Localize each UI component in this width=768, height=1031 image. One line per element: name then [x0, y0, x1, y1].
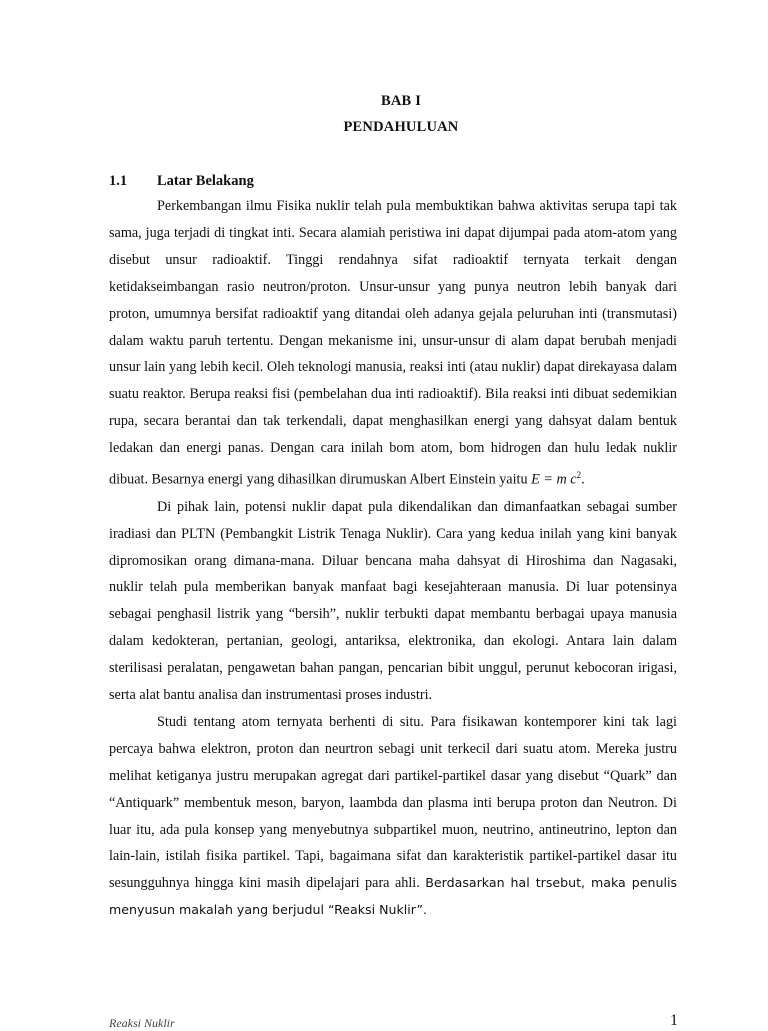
section-number: 1.1: [109, 173, 128, 189]
formula-einstein: E = m c: [531, 471, 577, 488]
page-number: 1: [670, 1012, 678, 1029]
paragraph-3-tail: Berdasarkan hal trsebut, maka penulis menyusun makalah yang berjudul “Reaksi Nuklir”.: [109, 875, 678, 918]
footer-title: Reaksi Nuklir: [109, 1016, 175, 1030]
paragraph-1-text: Perkembangan ilmu Fisika nuklir telah pula membuktikan bahwa aktivitas serupa tapi tak sama, juga terjadi di tingkat inti. Secara alamiah peristiwa ini dapat dijumpai pada atom-atom yang disebut unsur radioaktif. Tinggi rendahnya sifat radioaktif ternyata terkait dengan ketidakseimbangan rasio neutron/proton. Unsur-unsur yang punya neutron lebih banyak dari proton, umumnya bersifat radioaktif yang ditandai oleh adanya gejala peluruhan inti (transmutasi) dalam waktu paruh tertentu. Dengan mekanisme ini, unsur-unsur di alam dapat berubah menjadi unsur lain yang lebih kecil. Oleh teknologi manusia, reaksi inti (atau nuklir) dapat direkayasa dalam suatu reaktor. Berupa reaksi fisi (pembelahan dua inti radioaktif). Bila reaksi inti dibuat sedemikian rupa, secara berantai dan tak terkendali, dapat menghasilkan energi yang dahsyat dalam bentuk ledakan dan energi panas. Dengan cara inilah bom atom, bom hidrogen dan hulu ledak nuklir dibuat. Besarnya energi yang dihasilkan dirumuskan Albert Einstein yaitu: [109, 198, 677, 488]
paragraph-2: Di pihak lain, potensi nuklir dapat pula dikendalikan dan dimanfaatkan sebagai sumber iradiasi dan PLTN (Pembangkit Listrik Tenaga Nuklir). Cara yang kedua inilah yang kini banyak dipromosikan orang dimana-mana. Diluar bencana maha dahsyat di Hiroshima dan Nagasaki, nuklir telah pula memberikan banyak manfaat bagi kesejahteraan manusia. Di luar potensinya sebagai penghasil listrik yang “bersih”, nuklir terbukti dapat membantu berbagai upaya manusia dalam kedokteran, pertanian, geologi, antariksa, elektronika, dan ekologi. Antara lain dalam sterilisasi peralatan, pengawetan bahan pangan, pencarian bibit unggul, perunut kebocoran irigasi, serta alat bantu analisa dan instrumentasi proses industri.: [109, 498, 677, 704]
paragraph-3: [109, 709, 677, 924]
chapter-number: BAB I: [380, 93, 422, 109]
body-text: [109, 193, 677, 924]
formula-exponent: 2: [576, 470, 582, 481]
section-title: Latar Belakang: [157, 173, 254, 189]
paragraph-1: [109, 193, 677, 494]
paragraph-3-text: Studi tentang atom ternyata berhenti di situ. Para fisikawan kontemporer kini tak lagi percaya bahwa elektron, proton dan neurtron sebagi unit terkecil dari suatu atom. Mereka justru melihat ketiganya justru merupakan agregat dari partikel-partikel dasar yang disebut “Quark” dan “Antiquark” membentuk meson, baryon, laambda dan plasma inti berupa proton dan Neutron. Di luar itu, ada pula konsep yang menyebutnya subpartikel muon, neutrino, antineutrino, lepton dan lain-lain, istilah fisika partikel. Tapi, bagaimana sifat dan karakteristik partikel-partikel dasar itu sesungguhnya hingga kini masih dipelajari para ahli.: [109, 713, 677, 892]
chapter-title: PENDAHULUAN: [343, 119, 459, 135]
section-heading: [109, 173, 254, 190]
formula-end: .: [581, 471, 585, 488]
